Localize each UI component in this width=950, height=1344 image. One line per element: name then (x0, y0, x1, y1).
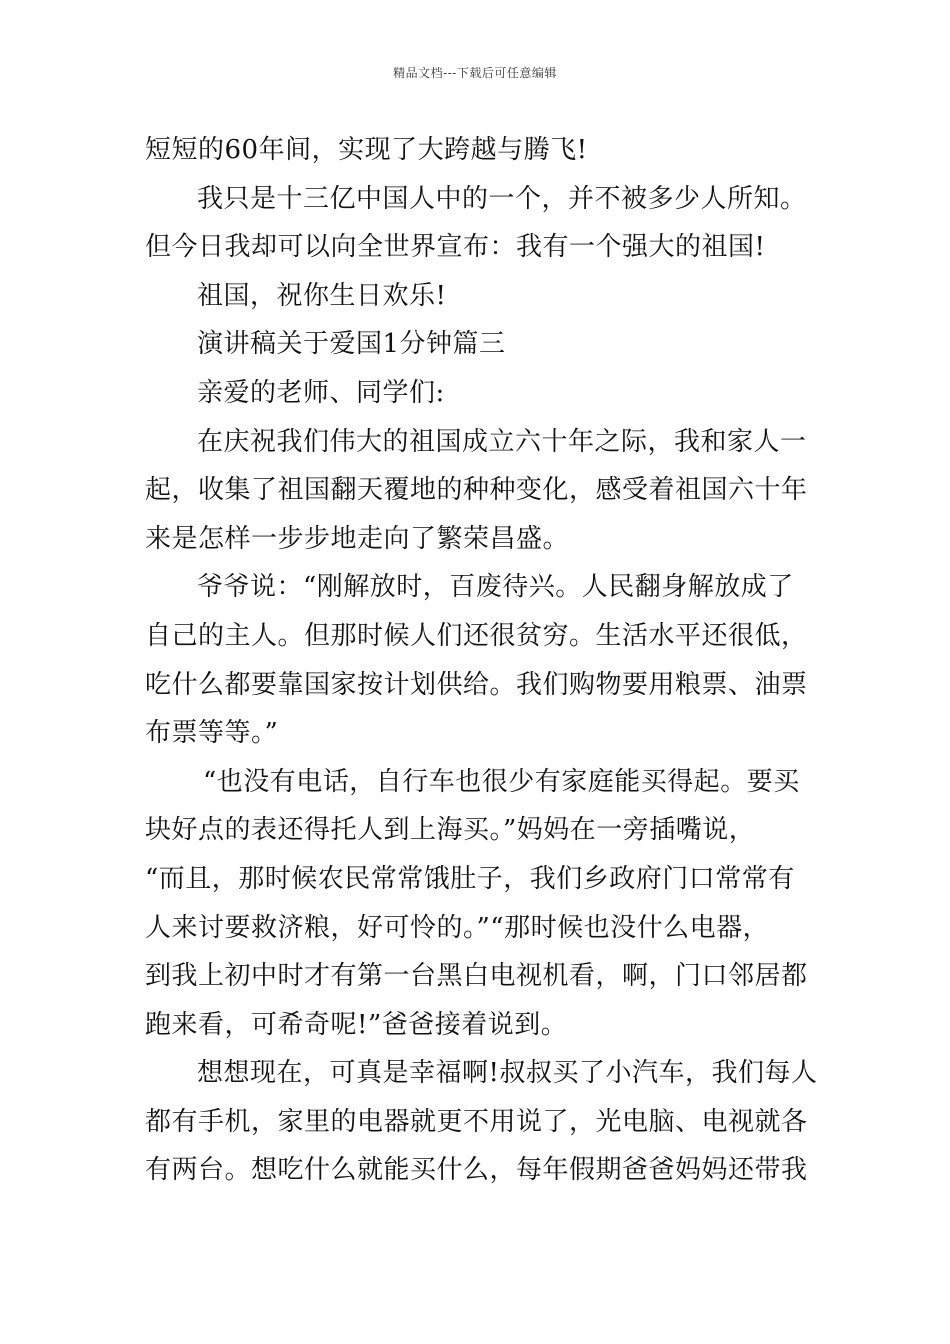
text-line: “也没有电话，自行车也很少有家庭能买得起。要买 (203, 766, 800, 797)
section-title: 演讲稿关于爱国1分钟篇三 (197, 329, 506, 360)
text-line: 人来讨要救济粮，好可怜的。”“那时候也没什么电器， (145, 912, 770, 943)
text-line: 来是怎样一步步地走向了繁荣昌盛。 (145, 523, 570, 554)
text-line: 在庆祝我们伟大的祖国成立六十年之际，我和家人一 (197, 426, 807, 457)
text-line: 跑来看，可希奇呢!”爸爸接着说到。 (145, 1009, 568, 1040)
text-line: 起，收集了祖国翻天覆地的种种变化，感受着祖国六十年 (145, 475, 808, 506)
text-line: 但今日我却可以向全世界宣布：我有一个强大的祖国! (145, 232, 766, 263)
text-line: 短短的60年间，实现了大跨越与腾飞! (145, 135, 588, 165)
text-line: 爷爷说：“刚解放时，百废待兴。人民翻身解放成了 (197, 572, 794, 603)
text-line: 都有手机，家里的电器就更不用说了，光电脑、电视就各 (145, 1106, 808, 1137)
page-header: 精品文档---下载后可任意编辑 (393, 66, 557, 80)
text-line: “而且，那时候农民常常饿肚子，我们乡政府门口常常有 (145, 863, 795, 894)
salutation: 亲爱的老师、同学们: (197, 377, 445, 408)
text-line: 到我上初中时才有第一台黑白电视机看，啊，门口邻居都 (145, 961, 808, 992)
text-line: 块好点的表还得托人到上海买。”妈妈在一旁插嘴说， (145, 815, 756, 846)
text-line: 祖国，祝你生日欢乐! (197, 280, 447, 311)
document-body (145, 126, 818, 1195)
text-line: 自己的主人。但那时候人们还很贫穷。生活水平还很低， (145, 620, 808, 651)
text-line: 我只是十三亿中国人中的一个，并不被多少人所知。 (197, 183, 807, 214)
text-line: 吃什么都要靠国家按计划供给。我们购物要用粮票、油票 (145, 669, 808, 700)
text-line: 有两台。想吃什么就能买什么，每年假期爸爸妈妈还带我 (145, 1155, 808, 1186)
text-line: 想想现在，可真是幸福啊!叔叔买了小汽车，我们每人 (197, 1058, 818, 1089)
text-line: 布票等等。” (145, 718, 279, 749)
